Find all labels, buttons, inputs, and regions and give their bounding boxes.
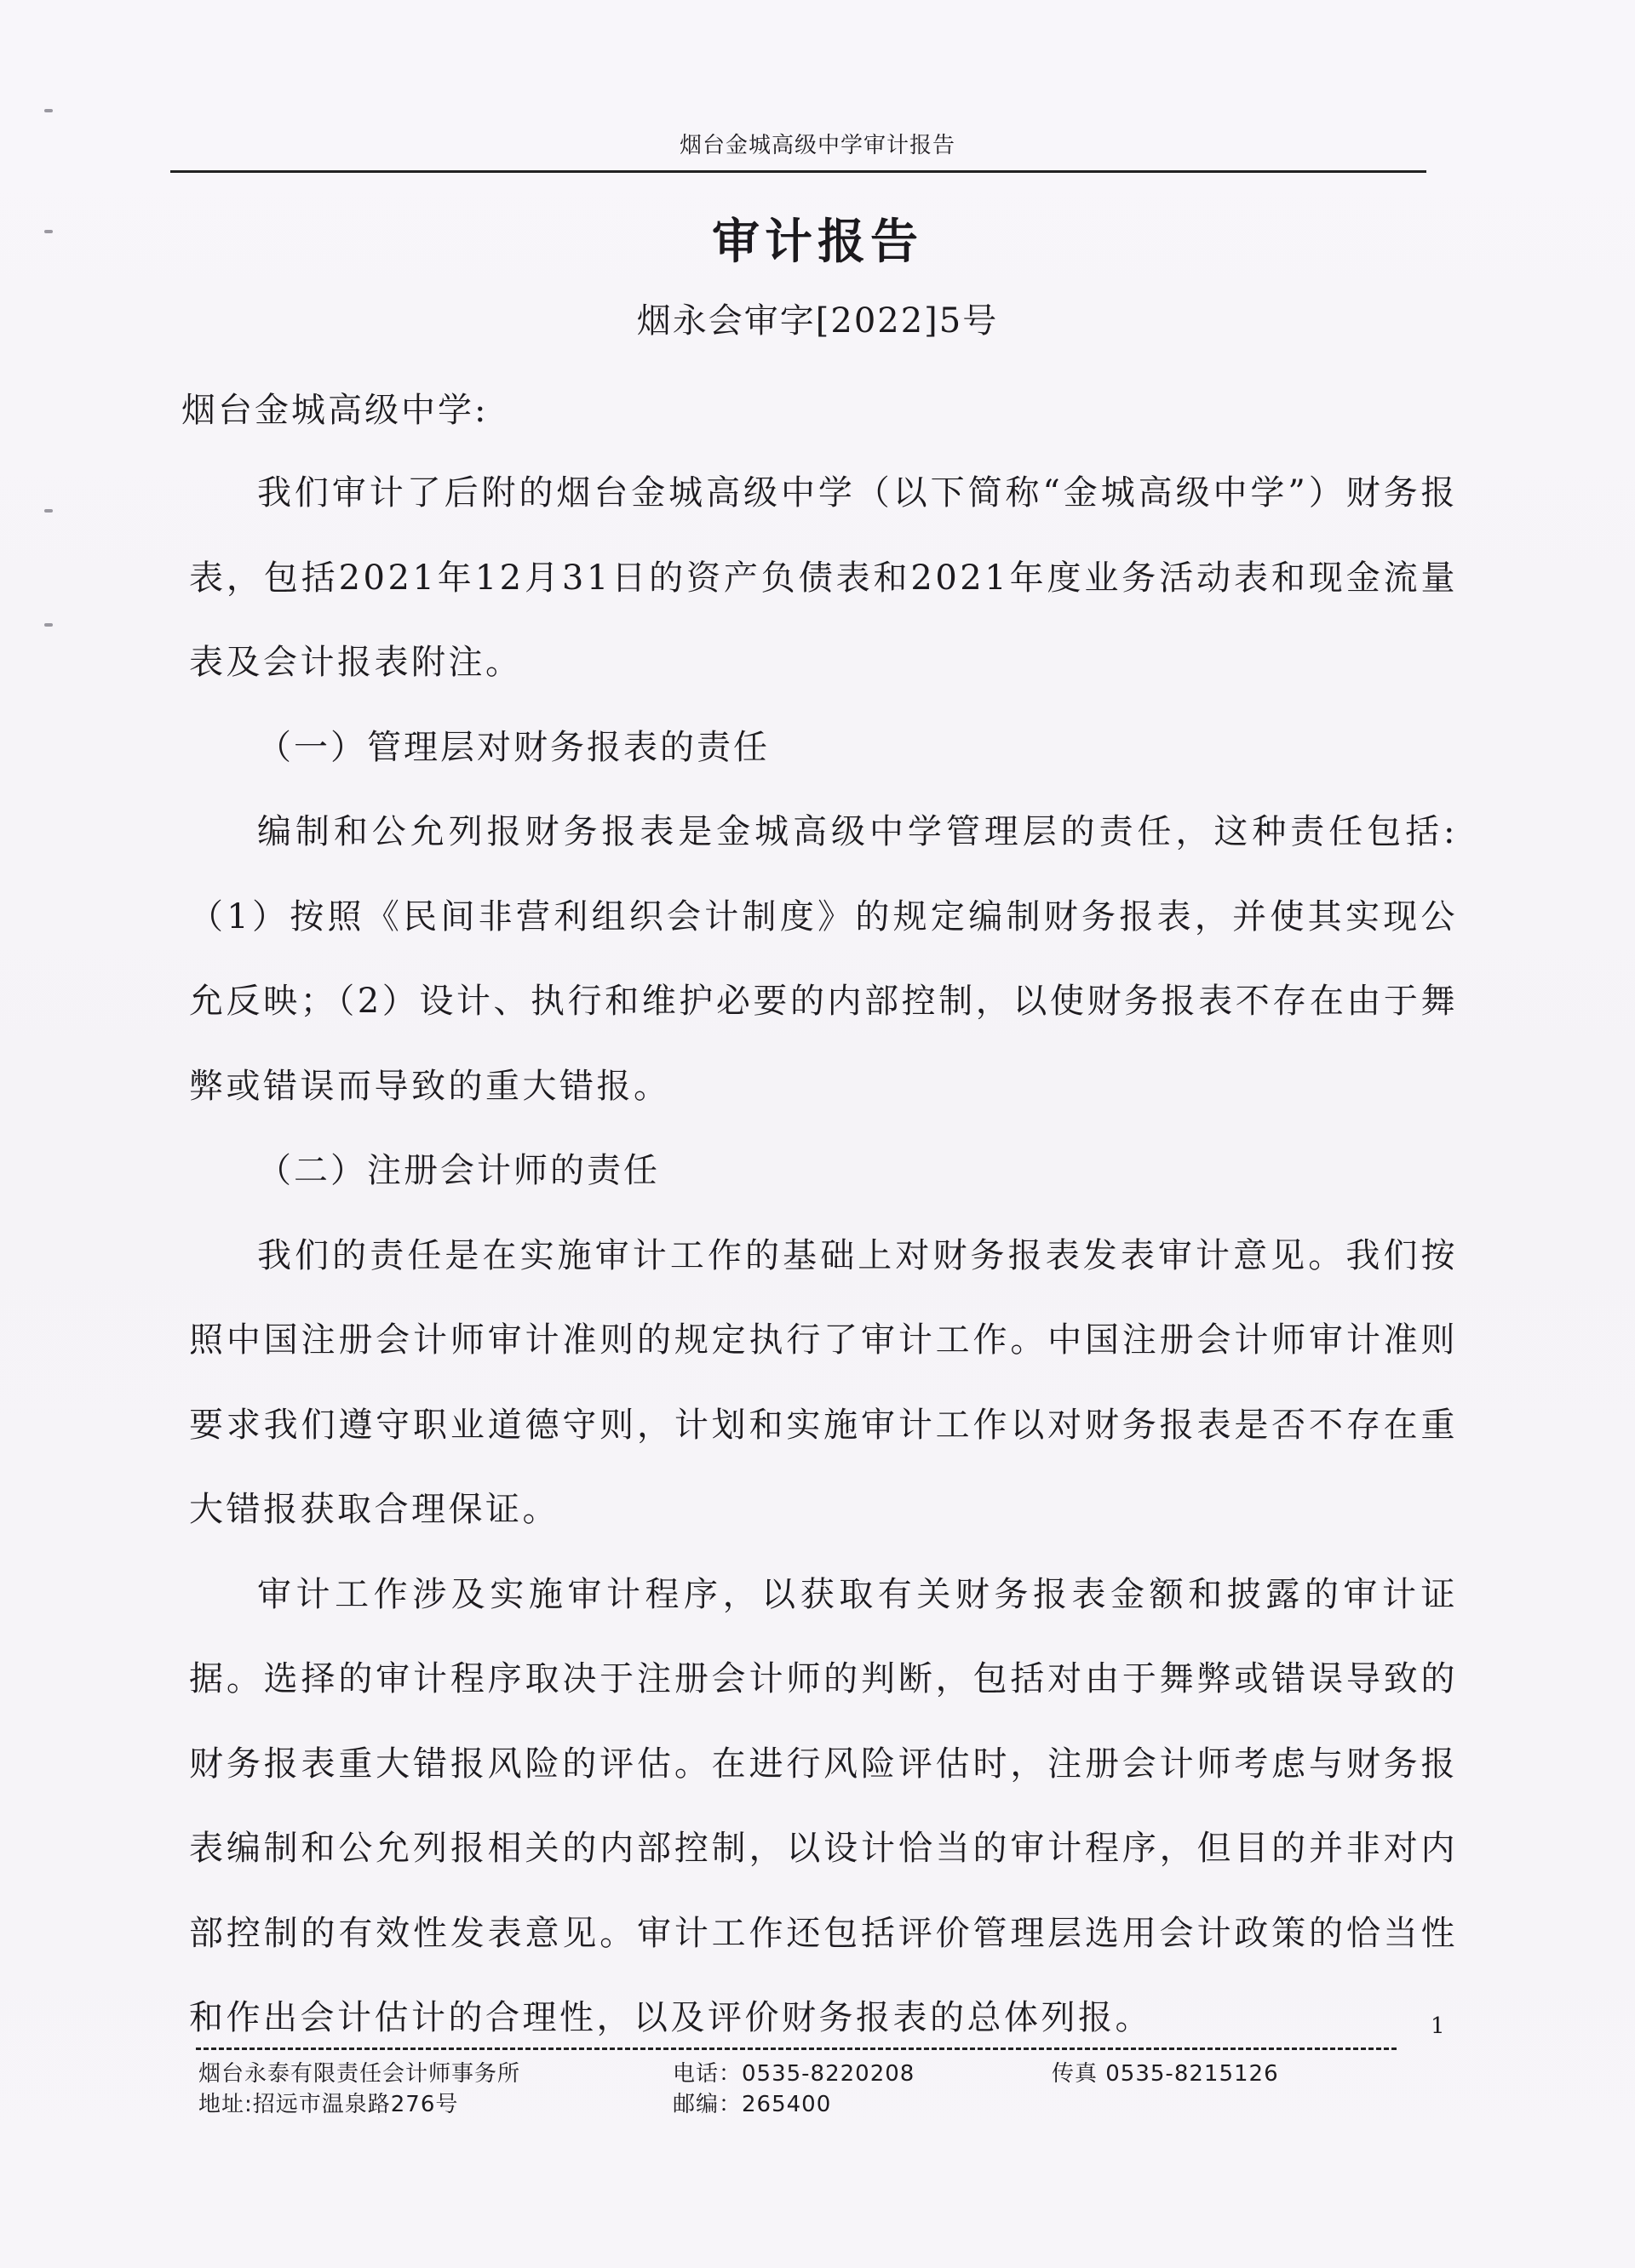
binding-hole-mark [44,623,53,627]
footer-contact [673,2059,915,2120]
running-header: 烟台金城高级中学审计报告 [679,133,955,158]
document-number: 烟永会审字[2022]5号 [636,301,999,341]
binding-hole-mark [44,109,53,112]
footer-fax [1052,2059,1279,2089]
footer-rule [196,2048,1397,2050]
paragraph-auditor-responsibility: 我们的责任是在实施审计工作的基础上对财务报表发表审计意见。我们按照中国注册会计师审计准则的规定执行了审计工作。中国注册会计师审计准则要求我们遵守职业道德守则，计划和实施审计工作以对财务报表是否不存在重大错报获取合理保证。 [189,1235,1458,1529]
addressee: 烟台金城高级中学: [181,391,489,430]
paragraph-management-responsibility: 编制和公允列报财务报表是金城高级中学管理层的责任，这种责任包括:（1）按照《民间非营利组织会计制度》的规定编制财务报表，并使其实现公允反映；（2）设计、执行和维护必要的内部控制，以使财务报表不存在由于舞弊或错误而导致的重大错报。 [189,812,1458,1106]
firm-address: 地址:招远市温泉路276号 [198,2092,459,2117]
section-heading-auditor: （二）注册会计师的责任 [257,1151,660,1190]
section-heading-management: （一）管理层对财务报表的责任 [257,727,770,767]
footer-firm-info [198,2059,520,2120]
page-number: 1 [1431,2013,1445,2039]
report-body [189,451,1458,2061]
paragraph-intro: 我们审计了后附的烟台金城高级中学（以下简称“金城高级中学”）财务报表，包括2021年12月31日的资产负债表和2021年度业务活动表和现金流量表及会计报表附注。 [189,473,1458,682]
header-rule [170,170,1426,173]
binding-hole-mark [44,509,53,513]
phone-number: 电话：0535-8220208 [673,2061,915,2087]
document-title: 审计报告 [712,214,923,270]
firm-name: 烟台永泰有限责任会计师事务所 [198,2061,521,2087]
paragraph-audit-procedures: 审计工作涉及实施审计程序，以获取有关财务报表金额和披露的审计证据。选择的审计程序取决于注册会计师的判断，包括对由于舞弊或错误导致的财务报表重大错报风险的评估。在进行风险评估时，注册会计师考虑与财务报表编制和公允列报相关的内部控制，以设计恰当的审计程序，但目的并非对内部控制的有效性发表意见。审计工作还包括评价管理层选用会计政策的恰当性和作出会计估计的合理性，以及评价财务报表的总体列报。 [189,1574,1458,2037]
postcode: 邮编：265400 [673,2092,832,2117]
fax-number: 传真 0535-8215126 [1052,2061,1279,2087]
